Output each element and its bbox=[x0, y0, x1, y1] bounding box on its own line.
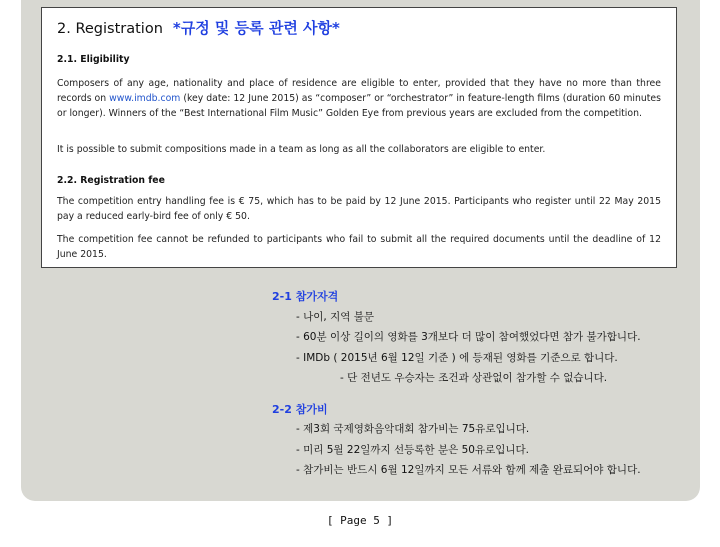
page-number: [ Page 5 ] bbox=[326, 514, 394, 527]
eligibility-text-b: (key date: 12 June 2015) as “composer” or “orchestrator” in feature-length films (duration 60 minutes or longer). Winners of the “Best International Film Music” Golden Eye from previous years are excluded from the competition. bbox=[57, 93, 661, 119]
section-title-en: 2. Registration bbox=[57, 21, 163, 37]
eligibility-paragraph-2: It is possible to submit compositions made in a team as long as all the collaborators are eligible to enter. bbox=[57, 144, 546, 155]
fee-paragraph-1: The competition entry handling fee is € 75, which has to be paid by 12 June 2015. Participants who register until 22 May 2015 pay a reduced early-bird fee of only € 50. bbox=[57, 196, 661, 222]
fee-heading: 2.2. Registration fee bbox=[57, 175, 165, 186]
imdb-link[interactable]: www.imdb.com bbox=[109, 93, 181, 104]
section-title bbox=[57, 17, 340, 38]
korean-section-2-title: 2-2 참가비 bbox=[272, 403, 328, 416]
korean-item: - 60분 이상 길이의 영화를 3개보다 더 많이 참여했었다면 참가 불가합니다. bbox=[296, 331, 641, 343]
korean-item: - 참가비는 반드시 6월 12일까지 모든 서류와 함께 제출 완료되어야 합니다. bbox=[296, 464, 641, 476]
korean-item: - 나이, 지역 불문 bbox=[296, 311, 374, 323]
fee-paragraph-2: The competition fee cannot be refunded to participants who fail to submit all the required documents until the deadline of 12 June 2015. bbox=[57, 234, 661, 260]
eligibility-text-a: Composers of any age, nationality and place of residence are eligible to enter, provided that they have no more than three records on bbox=[57, 78, 661, 104]
section-title-ko: *규정 및 등록 관련 사항* bbox=[172, 19, 340, 37]
eligibility-heading: 2.1. Eligibility bbox=[57, 54, 130, 65]
korean-item: - 미리 5월 22일까지 선등록한 분은 50유로입니다. bbox=[296, 444, 529, 456]
korean-item: - IMDb ( 2015년 6월 12일 기준 ) 에 등재된 영화를 기준으로 합니다. bbox=[296, 352, 618, 364]
registration-document bbox=[41, 7, 677, 268]
eligibility-paragraph-1 bbox=[57, 76, 661, 121]
korean-section-1-title: 2-1 참가자격 bbox=[272, 290, 339, 303]
korean-item: - 단 전년도 우승자는 조건과 상관없이 참가할 수 없습니다. bbox=[340, 372, 608, 384]
korean-item: - 제3회 국제영화음악대회 참가비는 75유로입니다. bbox=[296, 423, 530, 435]
